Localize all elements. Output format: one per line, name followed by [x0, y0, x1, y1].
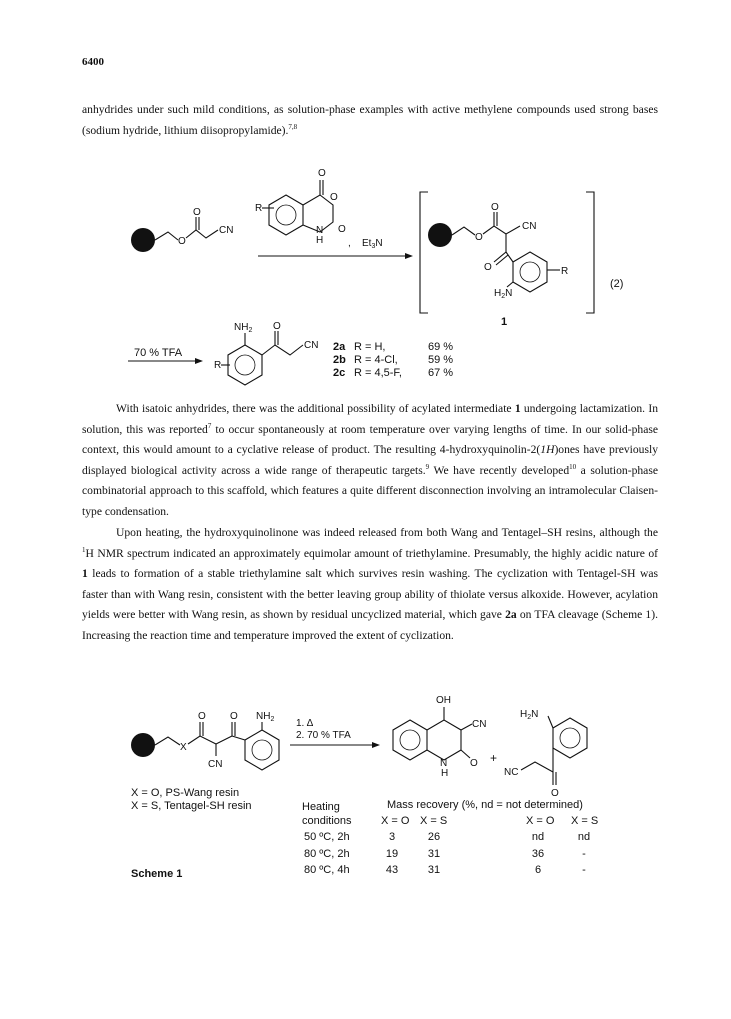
table-row-1-byproduct-wang: nd [531, 831, 545, 843]
table-row-3-byproduct-wang: 6 [534, 864, 542, 876]
quinolinone-oh-label: OH [436, 695, 451, 706]
resin-legend-wang: X = O, PS-Wang resin [131, 787, 240, 799]
heating-compound-2a: 2a [505, 608, 517, 622]
table-row-3-wang: 43 [385, 864, 399, 876]
scheme1-x-label: X [180, 742, 187, 753]
isatoic-top-o-label: O [318, 168, 326, 179]
product-2b-substituent: R = 4-Cl, [354, 354, 398, 366]
byproduct-chain-bond [521, 762, 553, 772]
scheme1-plus-sign: + [490, 751, 498, 765]
scheme1-aromatic-circle [252, 740, 272, 760]
isatoic-text-6: a solution-phase combinatorial approach to this scaffold, which features a quite different disconnection involving an intramolecular Claisen-type condensation. [82, 463, 658, 518]
paragraph-intro-text: anhydrides under such mild conditions, as solution-phase examples with active methylene compounds used strong bases (sodium hydride, lithium diisopropylamide). [82, 103, 658, 137]
scheme1-step-2: 2. 70 % TFA [296, 730, 351, 741]
scheme1-reaction-arrow-head [372, 742, 380, 748]
byproduct-benzene-ring [553, 718, 587, 758]
reagent-comma: , [348, 238, 351, 249]
intermediate-ketone-o-label: O [484, 262, 492, 273]
quinolinone-cn-bond [461, 724, 472, 730]
table-row-3-condition: 80 ºC, 4h [304, 864, 350, 876]
equation-number: (2) [610, 278, 624, 290]
byproduct-amine-bond [548, 716, 553, 728]
product-2-carbonyl-o-label: O [273, 321, 281, 332]
quinolinone-carbonyl-bond [461, 750, 470, 758]
ester-oxygen-label: O [178, 236, 186, 247]
intermediate-r-label: R [561, 266, 569, 277]
product-2a-yield: 69 % [428, 341, 454, 353]
product-2-cn-label: CN [304, 340, 319, 351]
product-2c-substituent: R = 4,5-F, [354, 367, 402, 379]
table-header-mass-recovery: Mass recovery (%, nd = not determined) [387, 799, 583, 811]
scheme1-carbonyl-1-o-label: O [198, 711, 206, 722]
ester-carbonyl-o-label: O [193, 207, 201, 218]
isatoic-n-label: N [316, 225, 324, 236]
byproduct-nc-label: NC [504, 767, 519, 778]
scheme1-carbonyl-2-o-label: O [230, 711, 238, 722]
quinolinone-h-label: H [441, 768, 449, 779]
scheme1-chain-bond [188, 736, 232, 744]
quinolinone-o-label: O [470, 758, 478, 769]
quinolinone-cn-label: CN [472, 719, 487, 730]
intermediate-h2n-label: $H_2N$ [494, 288, 513, 300]
scheme1-cn-label: CN [208, 759, 223, 770]
byproduct-o-label: O [551, 788, 559, 799]
table-row-3-byproduct-tentagel: - [582, 864, 586, 876]
table-row-2-tentagel: 31 [427, 848, 441, 860]
product-2c-id: 2c [333, 367, 346, 379]
product-2c-yield: 67 % [428, 367, 454, 379]
product-2-nh2-label: $NH_2$ [234, 322, 253, 334]
heating-compound-ref: 1 [82, 567, 88, 581]
isatoic-ref-7: 7 [207, 421, 212, 430]
isatoic-ref-9: 9 [425, 462, 430, 471]
isatoic-text-4: )ones have previously displayed biological activity across a wide range of therapeutic targets. [82, 443, 658, 477]
table-subheader-1: X = O [381, 815, 410, 827]
scheme1-step-1: 1. Δ [296, 718, 314, 729]
isatoic-compound-ref: 1 [514, 402, 521, 415]
intermediate-ester-o-label: O [475, 232, 483, 243]
isatoic-text-1: With isatoic anhydrides, there was the additional possibility of acylated intermediate [116, 402, 515, 415]
isatoic-exo-o-label: O [338, 224, 346, 235]
byproduct-aromatic-circle [560, 728, 580, 748]
scheme1-label: Scheme 1 [131, 868, 183, 880]
scheme1-aryl-bond [232, 736, 245, 740]
scheme1-resin-bead-icon [131, 733, 155, 757]
table-header-heating: Heating [302, 801, 340, 813]
product-2a-substituent: R = H, [354, 341, 386, 353]
table-row-1-condition: 50 ºC, 2h [304, 831, 350, 843]
isatoic-ring-o-label: O [330, 192, 338, 203]
scheme1-nh2-label: $NH_2$ [256, 711, 275, 723]
intermediate-carbonyl-o-label: O [491, 202, 499, 213]
quinolinone-benzene-ring [393, 720, 427, 760]
isatoic-r-label: R [255, 203, 263, 214]
et3n-label: $Et_3N$ [362, 238, 383, 250]
table-row-1-tentagel: 26 [427, 831, 441, 843]
table-subheader-4: X = S [571, 815, 599, 827]
cyanoacetate-cn-label: CN [219, 225, 234, 236]
quinolinone-aromatic-circle [400, 730, 420, 750]
isatoic-italic-1h: 1H [540, 443, 555, 457]
quinolinone-pyridone-ring [427, 720, 461, 760]
isatoic-text-5: We have recently developed [429, 463, 570, 477]
table-row-1-byproduct-tentagel: nd [577, 831, 591, 843]
page-number: 6400 [82, 56, 104, 68]
heating-text-4: on TFA cleavage (Scheme 1). Increasing the reaction time and temperature improved the extent of cyclization. [82, 608, 658, 642]
isatoic-text-2: undergoing lactamization. In solution, this was reported [82, 402, 658, 436]
isatoic-ref-10: 10 [569, 462, 577, 471]
table-row-1-wang: 3 [388, 831, 396, 843]
table-header-conditions: conditions [302, 815, 352, 827]
byproduct-h2n-label: $H_2N$ [520, 709, 539, 721]
heating-text-2: H NMR spectrum indicated an approximately equimolar amount of triethylamine. Presumably, the highly acidic nature of [85, 546, 658, 560]
intermediate-cn-label: CN [522, 221, 537, 232]
table-row-2-byproduct-wang: 36 [531, 848, 545, 860]
table-subheader-3: X = O [526, 815, 555, 827]
product-2-r-label: R [214, 360, 222, 371]
heating-text-3: leads to formation of a stable triethylamine salt which survives resin washing. The cyclization with Tentagel-SH was faster than with Wang resin, consistent with the better leaving group ability of thiolate versus alkoxide. However, acylation yields were better with Wang resin, as shown by residual uncyclized material, which gave [82, 567, 658, 622]
product-2b-yield: 59 % [428, 354, 454, 366]
isatoic-text-3: to occur spontaneously at room temperature over varying lengths of time. In our solid-phase context, this would amount to a cyclative release of product. The resulting 4-hydroxyquinolin-2( [82, 422, 658, 457]
table-row-3-tentagel: 31 [427, 864, 441, 876]
product-2a-id: 2a [333, 341, 346, 353]
heating-text-1: Upon heating, the hydroxyquinolinone was indeed released from both Wang and Tentagel–SH resins, although the [116, 526, 658, 539]
intro-reference: 7,8 [288, 122, 298, 131]
heating-nmr-superscript: 1 [82, 545, 86, 554]
scheme1-linker-bond [155, 737, 180, 745]
table-subheader-2: X = S [420, 815, 448, 827]
quinolinone-n-label: N [440, 758, 448, 769]
table-row-2-condition: 80 ºC, 2h [304, 848, 350, 860]
table-row-2-wang: 19 [385, 848, 399, 860]
table-row-2-byproduct-tentagel: - [582, 848, 586, 860]
isatoic-h-label: H [316, 235, 324, 246]
product-2b-id: 2b [333, 354, 346, 366]
tfa-reagent-label: 70 % TFA [134, 347, 183, 359]
compound-1-label: 1 [501, 316, 508, 328]
scheme1-benzene-ring [245, 730, 279, 770]
resin-legend-tentagel: X = S, Tentagel-SH resin [131, 800, 252, 812]
